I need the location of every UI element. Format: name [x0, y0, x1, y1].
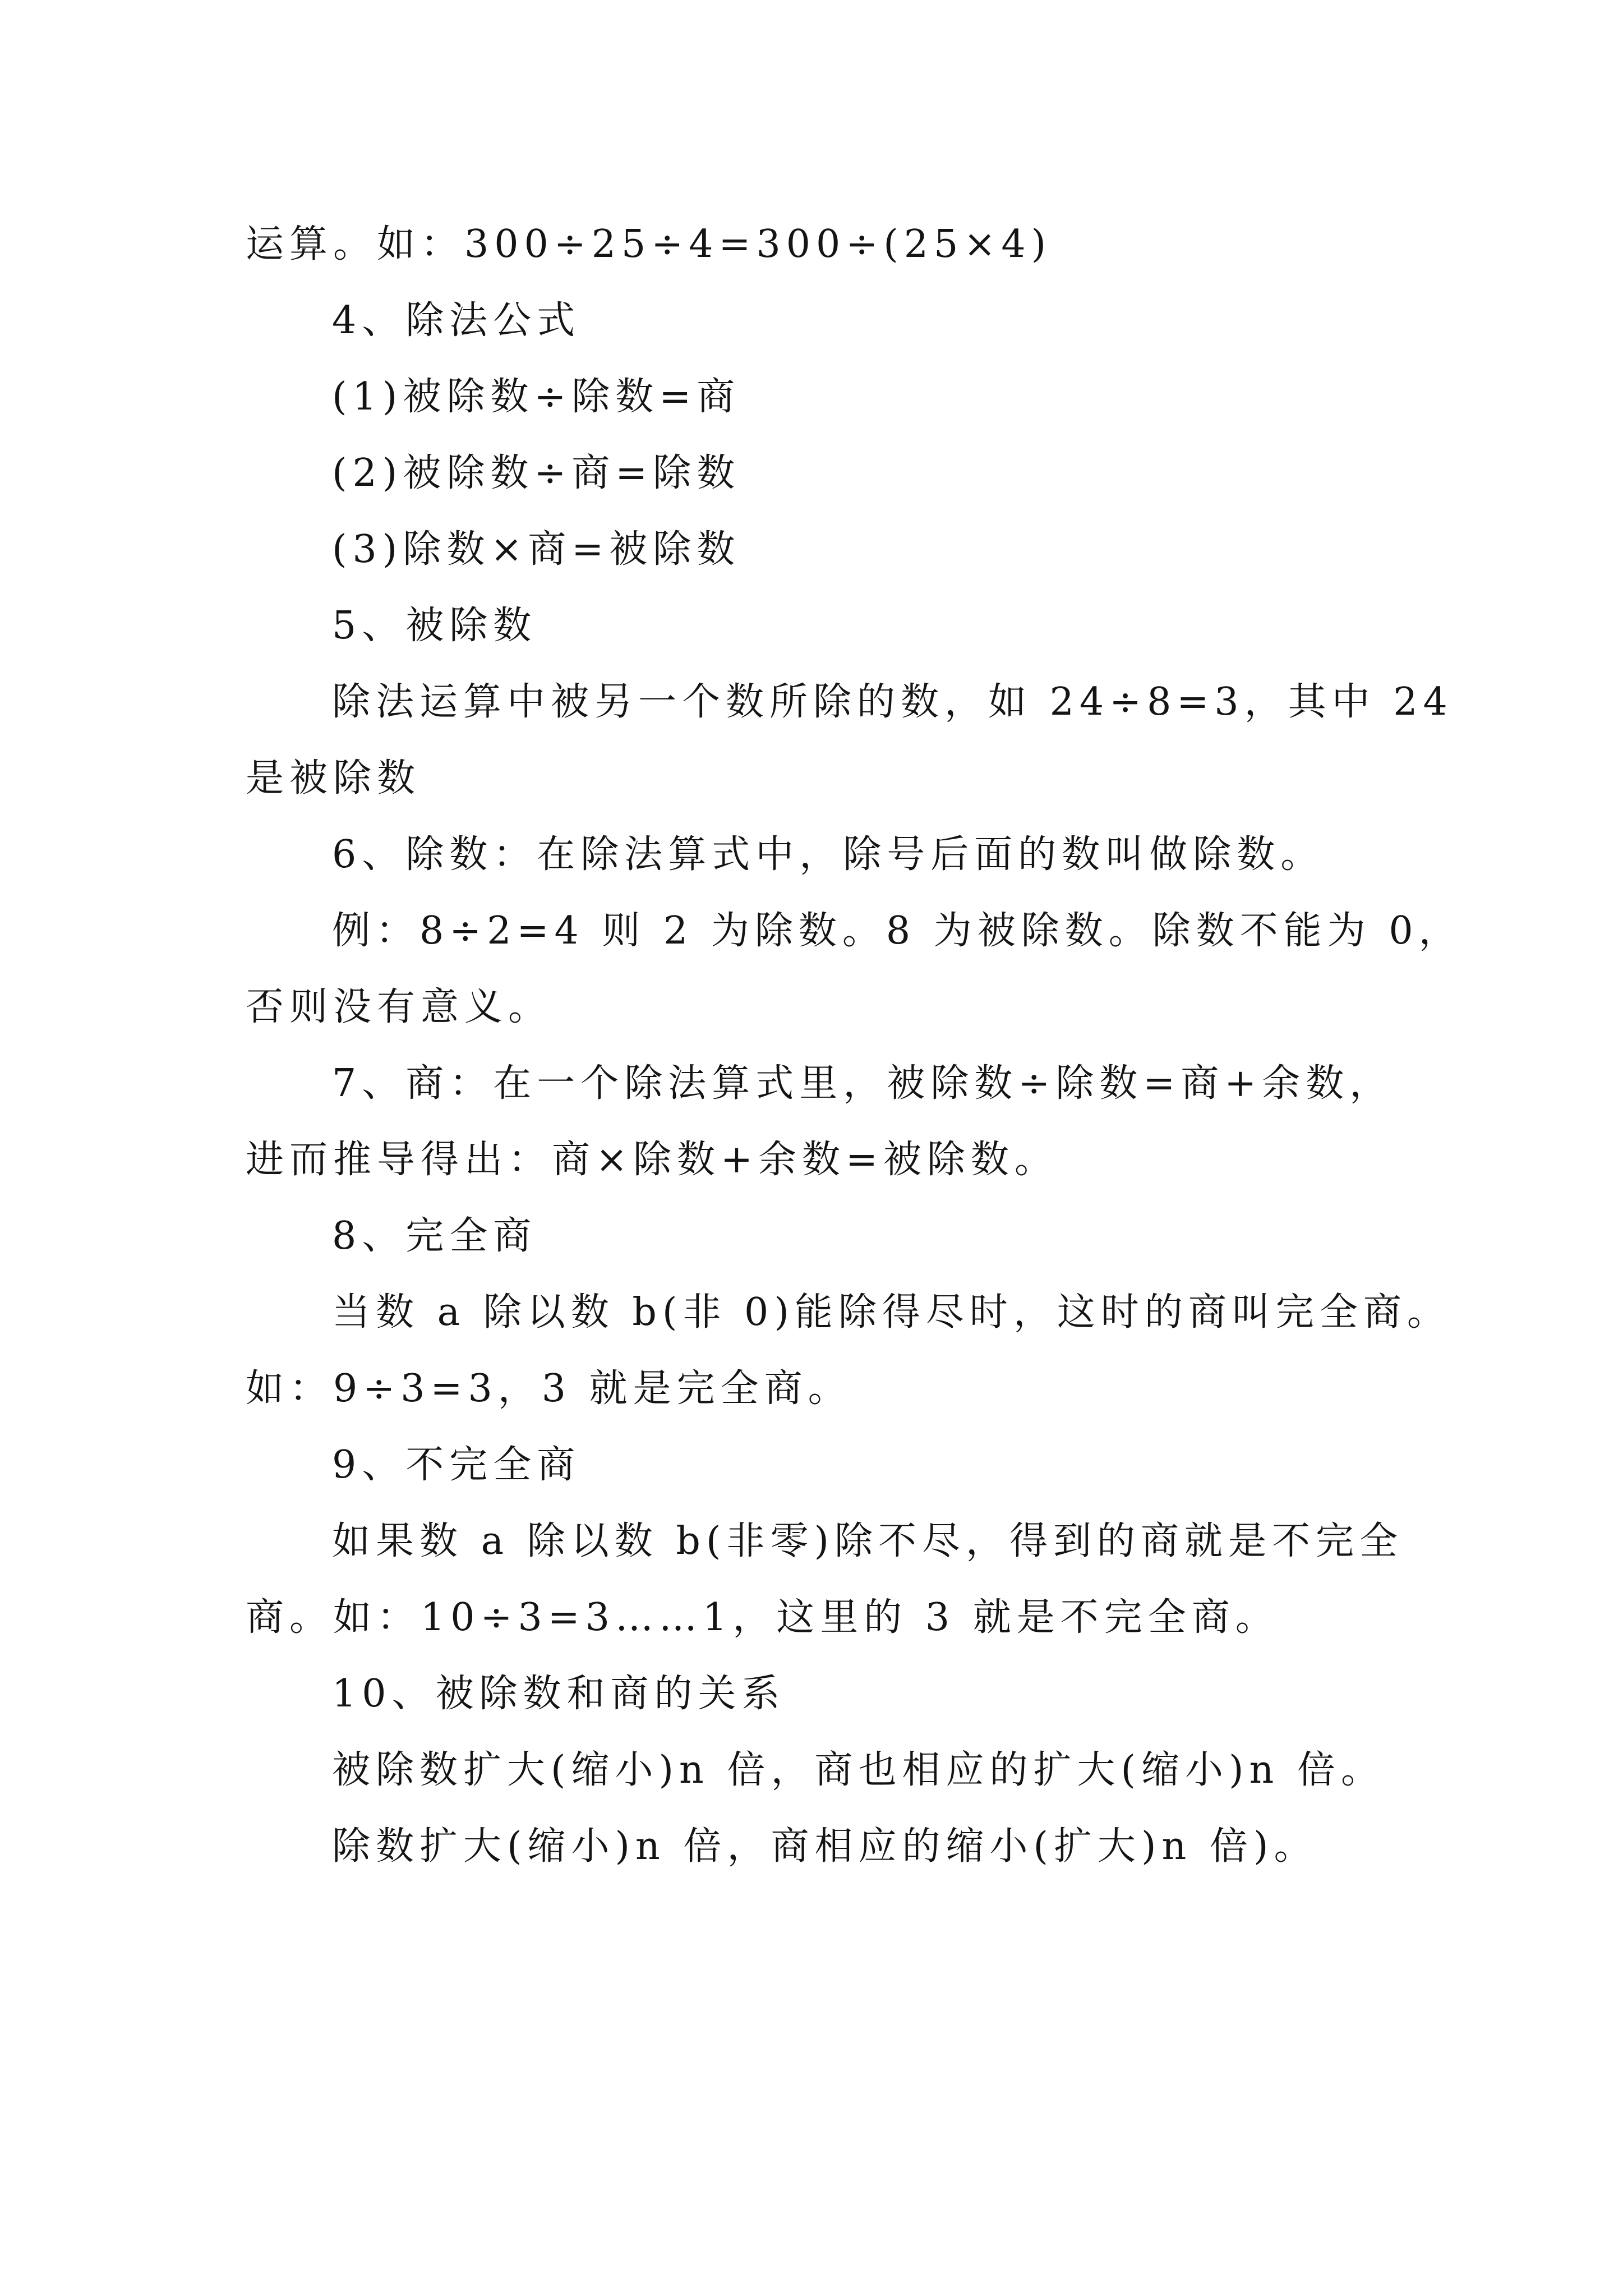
section-heading: 8、完全商: [332, 1214, 537, 1258]
text-line: 如：9÷3=3，3 就是完全商。: [246, 1366, 852, 1411]
text-line: 运算。如：300÷25÷4=300÷(25×4): [246, 222, 1052, 266]
text-line: 除数扩大(缩小)n 倍，商相应的缩小(扩大)n 倍)。: [332, 1824, 1318, 1869]
text-line: 除法运算中被另一个数所除的数，如 24÷8=3，其中 24: [332, 680, 1453, 724]
section-heading: 5、被除数: [332, 604, 537, 648]
text-line: 被除数扩大(缩小)n 倍，商也相应的扩大(缩小)n 倍。: [332, 1748, 1385, 1792]
text-line: 例：8÷2=4 则 2 为除数。8 为被除数。除数不能为 0，: [332, 909, 1463, 953]
section-heading: 10、被除数和商的关系: [332, 1672, 786, 1716]
text-line: 当数 a 除以数 b(非 0)能除得尽时，这时的商叫完全商。: [332, 1290, 1451, 1335]
text-line: 如果数 a 除以数 b(非零)除不尽，得到的商就是不完全: [332, 1519, 1403, 1563]
section-heading: 9、不完全商: [332, 1443, 581, 1487]
text-line: 否则没有意义。: [246, 985, 552, 1029]
text-line: 商。如：10÷3=3……1，这里的 3 就是不完全商。: [246, 1595, 1279, 1640]
text-line: 6、除数：在除法算式中，除号后面的数叫做除数。: [332, 832, 1325, 877]
text-line: 进而推导得出：商×除数+余数=被除数。: [246, 1138, 1058, 1182]
text-line: 7、商：在一个除法算式里，被除数÷除数=商+余数，: [332, 1061, 1394, 1106]
text-line: 是被除数: [246, 756, 421, 800]
formula-line: (1)被除数÷除数=商: [332, 375, 741, 419]
section-heading: 4、除法公式: [332, 298, 581, 343]
formula-line: (2)被除数÷商=除数: [332, 451, 741, 495]
formula-line: (3)除数×商=被除数: [332, 527, 741, 572]
